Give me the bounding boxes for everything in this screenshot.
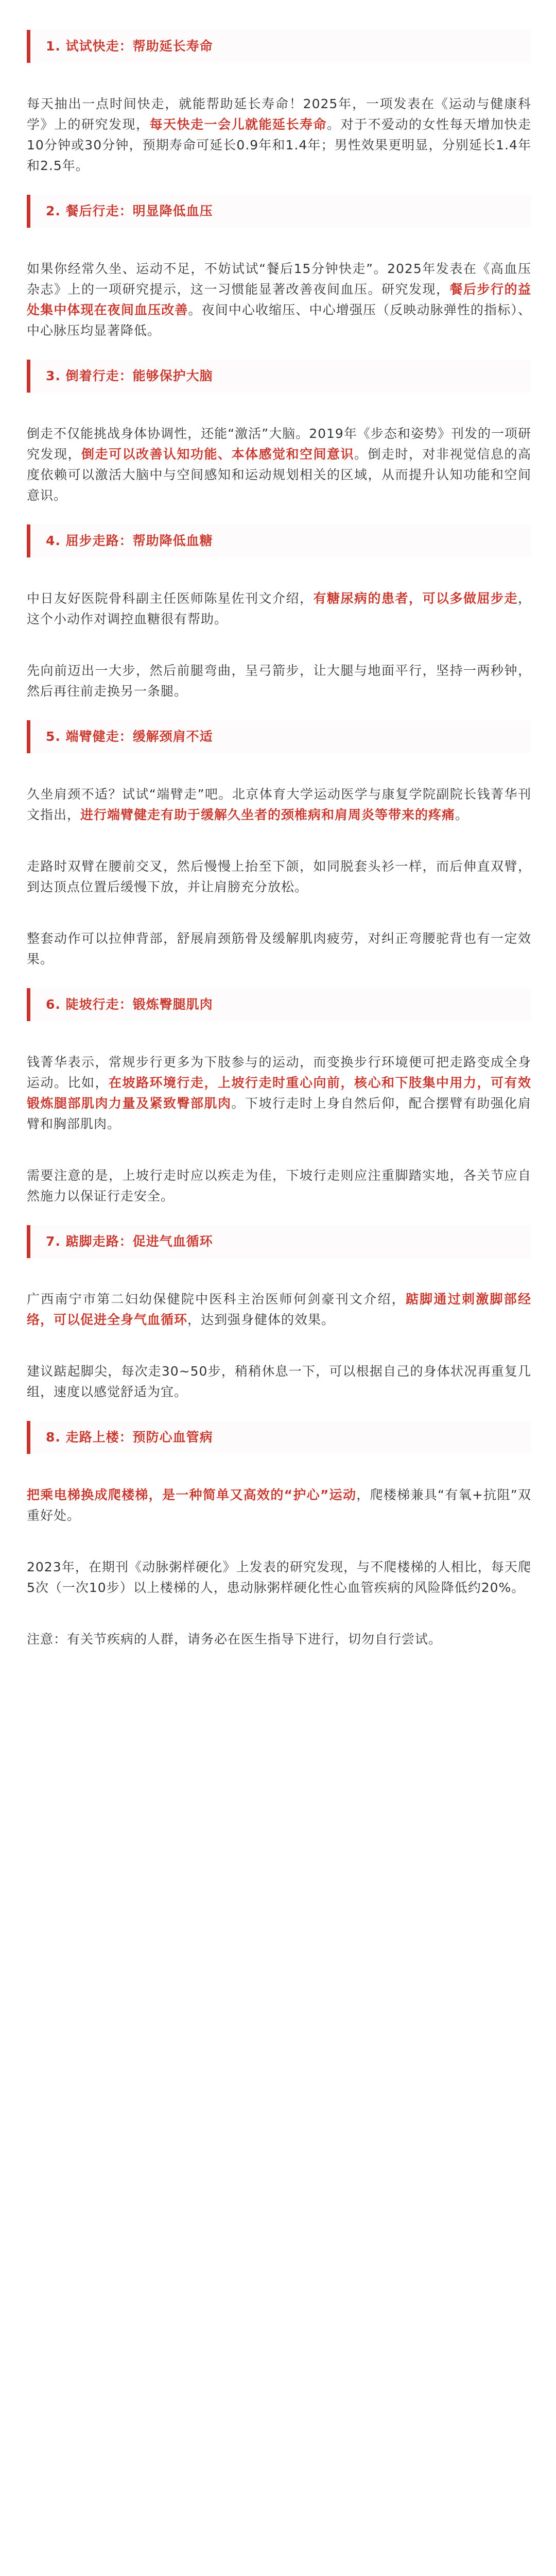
section-heading: 4. 屈步走路：帮助降低血糖 xyxy=(27,524,531,557)
section-heading: 1. 试试快走：帮助延长寿命 xyxy=(27,30,531,63)
highlighted-text: 把乘电梯换成爬楼梯，是一种简单又高效的“护心”运动 xyxy=(27,1487,357,1502)
section-heading: 2. 餐后行走：明显降低血压 xyxy=(27,195,531,228)
body-text: 每天抽出一点时间快走，就能帮助延长寿命！2025年，一项发表在《运动与健康科学》上的研究发现， xyxy=(27,96,531,132)
body-text: 建议踮起脚尖，每次走30~50步，稍稍休息一下，可以根据自己的身体状况再重复几组，速度以感觉舒适为宜。 xyxy=(27,1364,531,1399)
section-paragraph xyxy=(27,856,531,897)
section-paragraph xyxy=(27,1361,531,1402)
body-text: 注意：有关节疾病的人群，请务必在医生指导下进行，切勿自行尝试。 xyxy=(27,1632,442,1647)
body-text: 倒走不仅能挑战身体协调性，还能“激活”大脑。2019年《步态和姿势》刊发的一项研究发现， xyxy=(27,426,531,462)
body-text: ，爬楼梯兼具“有氧+抗阻”双重好处。 xyxy=(27,1487,531,1523)
article-section xyxy=(27,195,531,341)
section-heading: 6. 陡坡行走：锻炼臀腿肌肉 xyxy=(27,988,531,1021)
section-paragraph xyxy=(27,928,531,970)
section-heading: 8. 走路上楼：预防心血管病 xyxy=(27,1421,531,1454)
body-text: 。下坡行走时上身自然后仰，配合摆臂有助强化肩臂和胸部肌肉。 xyxy=(27,1096,531,1131)
article-section xyxy=(27,360,531,506)
article-section xyxy=(27,720,531,970)
section-paragraph xyxy=(27,588,531,630)
body-text: 走路时双臂在腰前交叉，然后慢慢上抬至下颌，如同脱套头衫一样，而后伸直双臂，到达顶点位置后缓慢下放，并让肩膀充分放松。 xyxy=(27,859,531,894)
highlighted-text: 在坡路环境行走，上坡行走时重心向前，核心和下肢集中用力，可有效锻炼腿部肌肉力量及紧致臀部肌肉 xyxy=(27,1075,531,1111)
article-section xyxy=(27,1225,531,1402)
body-text: 。对于不爱动的女性每天增加快走10分钟或30分钟，预期寿命可延长0.9年和1.4年；男性效果更明显，分别延长1.4年和2.5年。 xyxy=(27,117,531,173)
body-text: 整套动作可以拉伸背部，舒展肩颈筋骨及缓解肌肉疲劳，对纠正弯腰驼背也有一定效果。 xyxy=(27,931,531,967)
article-section xyxy=(27,524,531,702)
section-paragraph xyxy=(27,1052,531,1134)
highlighted-text: 餐后步行的益处集中体现在夜间血压改善 xyxy=(27,282,531,317)
section-paragraph xyxy=(27,660,531,702)
section-heading: 3. 倒着行走：能够保护大脑 xyxy=(27,360,531,393)
section-paragraph xyxy=(27,784,531,825)
section-paragraph xyxy=(27,1165,531,1207)
section-paragraph xyxy=(27,1629,531,1650)
body-text: 久坐肩颈不适？试试“端臂走”吧。北京体育大学运动医学与康复学院副院长钱菁华刊文指出， xyxy=(27,787,531,822)
article-section xyxy=(27,30,531,176)
section-paragraph xyxy=(27,94,531,176)
body-text: 需要注意的是，上坡行走时应以疾走为佳，下坡行走则应注重脚踏实地，各关节应自然施力以保证行走安全。 xyxy=(27,1168,531,1204)
body-text: 2023年，在期刊《动脉粥样硬化》上发表的研究发现，与不爬楼梯的人相比，每天爬5次（一次10步）以上楼梯的人，患动脉粥样硬化性心血管疾病的风险降低约20%。 xyxy=(27,1560,531,1595)
highlighted-text: 踮脚通过刺激脚部经络，可以促进全身气血循环 xyxy=(27,1292,531,1327)
section-heading: 7. 踮脚走路：促进气血循环 xyxy=(27,1225,531,1258)
body-text: 。夜间中心收缩压、中心增强压（反映动脉弹性的指标）、中心脉压均显著降低。 xyxy=(27,302,531,338)
section-paragraph xyxy=(27,1485,531,1526)
highlighted-text: 有糖尿病的患者，可以多做屈步走 xyxy=(313,591,518,606)
body-text: 。倒走时，对非视觉信息的高度依赖可以激活大脑中与空间感知和运动规划相关的区域，从而提升认知功能和空间意识。 xyxy=(27,447,531,503)
section-paragraph xyxy=(27,423,531,506)
body-text: 如果你经常久坐、运动不足，不妨试试“餐后15分钟快走”。2025年发表在《高血压杂志》上的一项研究提示，这一习惯能显著改善夜间血压。研究发现， xyxy=(27,261,531,297)
body-text: 。 xyxy=(455,807,469,822)
article-section xyxy=(27,1421,531,1650)
highlighted-text: 每天快走一会儿就能延长寿命 xyxy=(149,117,327,132)
body-text: 先向前迈出一大步，然后前腿弯曲，呈弓箭步，让大腿与地面平行，坚持一两秒钟，然后再往前走换另一条腿。 xyxy=(27,663,531,699)
section-heading: 5. 端臂健走：缓解颈肩不适 xyxy=(27,720,531,753)
highlighted-text: 进行端臂健走有助于缓解久坐者的颈椎病和肩周炎等带来的疼痛 xyxy=(80,807,456,822)
body-text: 广西南宁市第二妇幼保健院中医科主治医师何剑豪刊文介绍， xyxy=(27,1292,406,1307)
article-section xyxy=(27,988,531,1207)
section-paragraph xyxy=(27,259,531,341)
body-text: 中日友好医院骨科副主任医师陈星佐刊文介绍， xyxy=(27,591,314,606)
body-text: ，达到强身健体的效果。 xyxy=(187,1312,335,1327)
body-text: ，这个小动作对调控血糖很有帮助。 xyxy=(27,591,531,626)
section-paragraph xyxy=(27,1557,531,1598)
highlighted-text: 倒走可以改善认知功能、本体感觉和空间意识 xyxy=(81,447,354,462)
body-text: 钱菁华表示，常规步行更多为下肢参与的运动，而变换步行环境便可把走路变成全身运动。比如， xyxy=(27,1055,531,1090)
section-paragraph xyxy=(27,1289,531,1330)
